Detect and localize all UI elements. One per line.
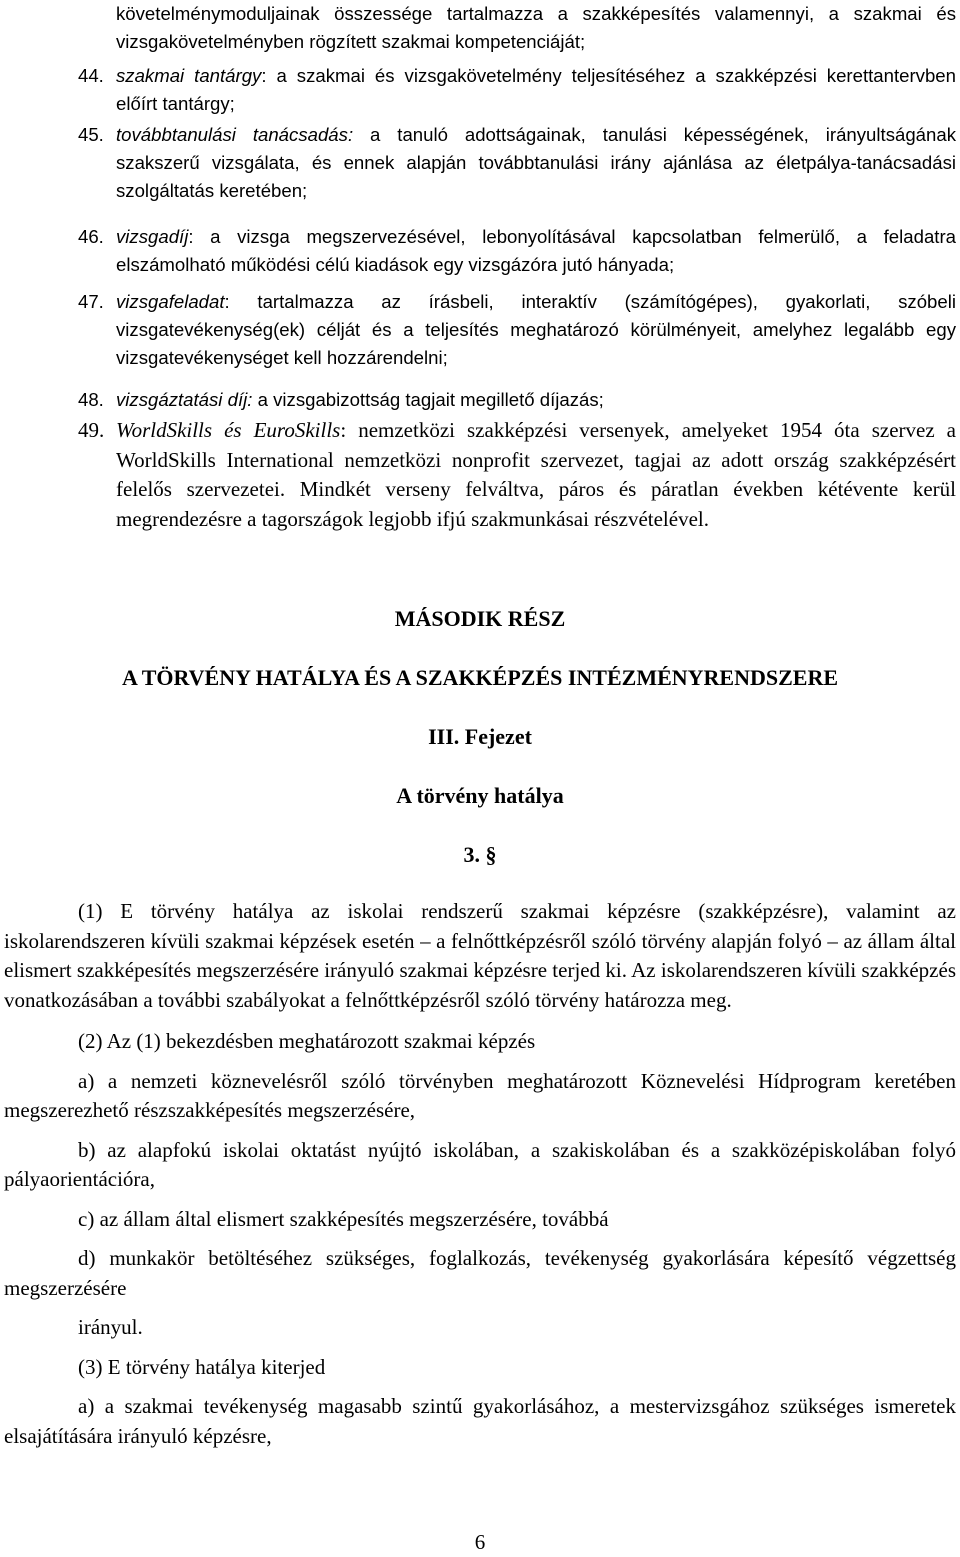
definition-text: a tanuló adottságainak, tanulási képességének, irányultságának szakszerű vizsgálata, és ennek alapján továbbtanulási irány ajánlása az életpálya-tanácsadási szolgáltatás keretében; bbox=[116, 124, 956, 201]
section-body bbox=[0, 897, 956, 1451]
paragraph-2c: c) az állam által elismert szakképesítés megszerzésére, továbbá bbox=[78, 1206, 609, 1231]
definition-text: a szakmai és vizsgakövetelmény teljesítéséhez a szakképzési kerettantervben előírt tantárgy; bbox=[116, 65, 956, 114]
section-number: 3. § bbox=[463, 842, 497, 867]
definition-number: 46. bbox=[78, 226, 104, 247]
definition-text: nemzetközi szakképzési versenyek, amelyeket 1954 óta szervez a WorldSkills International nemzetközi nonprofit szervezet, tagjai az adott ország szakképzésért felelős szervezetei. Mindkét verseny felváltva, páros és páratlan években kétévente kerül megrendezésre a tagországok legjobb ifjú szakmunkásai részvételével. bbox=[116, 418, 956, 531]
paragraph-3a: a) a szakmai tevékenység magasabb szintű gyakorlásához, a mestervizsgához szükséges ismeretek elsajátítására irányuló képzésre, bbox=[4, 1394, 956, 1448]
definition-item bbox=[0, 223, 960, 279]
definition-item bbox=[0, 416, 960, 534]
definition-number: 44. bbox=[78, 65, 104, 86]
definition-separator: : bbox=[261, 65, 267, 86]
part-heading: MÁSODIK RÉSZ bbox=[394, 606, 566, 631]
definition-term: vizsgafeladat bbox=[116, 291, 225, 312]
definition-item bbox=[0, 121, 960, 205]
chapter-title: A törvény hatálya bbox=[396, 783, 564, 808]
paragraph-2a: a) a nemzeti köznevelésről szóló törvényben meghatározott Köznevelési Hídprogram keretében megszerezhető részszakképesítés megszerzésére, bbox=[4, 1068, 956, 1122]
paragraph-3: (3) E törvény hatálya kiterjed bbox=[78, 1354, 326, 1379]
paragraph-2b: b) az alapfokú iskolai oktatást nyújtó iskolában, a szakiskolában és a szakközépiskolában folyó pályaorientációra, bbox=[4, 1137, 956, 1191]
definition-number: 47. bbox=[78, 291, 104, 312]
definition-text: követelménymoduljainak összessége tartalmazza a szakképesítés valamennyi, a szakmai és vizsgakövetelményben rögzített szakmai kompetenciáját; bbox=[116, 3, 956, 52]
definition-text: a vizsga megszervezésével, lebonyolításával kapcsolatban felmerülő, a feladatra elszámolható működési célú kiadások egy vizsgázóra jutó hányada; bbox=[116, 226, 956, 275]
definition-term: vizsgáztatási díj: bbox=[116, 389, 253, 410]
definition-number: 49. bbox=[78, 418, 105, 442]
definition-text: a vizsgabizottság tagjait megillető díjazás; bbox=[252, 389, 604, 410]
definition-term: vizsgadíj bbox=[116, 226, 189, 247]
definition-item bbox=[0, 386, 960, 414]
definition-term: WorldSkills és EuroSkills bbox=[116, 418, 341, 442]
part-title: A TÖRVÉNY HATÁLYA ÉS A SZAKKÉPZÉS INTÉZMÉNYRENDSZERE bbox=[121, 665, 839, 690]
definition-separator: : bbox=[188, 226, 194, 247]
definition-number: 48. bbox=[78, 389, 104, 410]
definition-separator: : bbox=[224, 291, 230, 312]
definition-number: 45. bbox=[78, 124, 104, 145]
definition-term: továbbtanulási tanácsadás: bbox=[116, 124, 354, 145]
page-number: 6 bbox=[474, 1530, 486, 1554]
paragraph-2e: irányul. bbox=[78, 1315, 143, 1339]
definition-term: szakmai tantárgy bbox=[116, 65, 262, 86]
definition-text: tartalmazza az írásbeli, interaktív (számítógépes), gyakorlati, szóbeli vizsgatevékenység(ek) célját és a teljesítés meghatározó körülményeit, amelyhez legalább egy vizsgatevékenységet kell hozzárendelni; bbox=[116, 291, 956, 368]
paragraph-2: (2) Az (1) bekezdésben meghatározott szakmai képzés bbox=[78, 1029, 536, 1053]
definition-item bbox=[0, 0, 960, 56]
paragraph-2d: d) munkakör betöltéséhez szükséges, foglalkozás, tevékenység gyakorlására képesítő végzettség megszerzésére bbox=[4, 1246, 956, 1300]
definition-separator: : bbox=[340, 418, 347, 442]
paragraph-1: (1) E törvény hatálya az iskolai rendszerű szakmai képzésre (szakképzésre), valamint az iskolarendszeren kívüli szakmai képzések esetén – a felnőttképzésről szóló törvény alapján folyó – az állam által elismert szakképesítés megszerzésére irányuló szakmai képzésre terjed ki. Az iskolarendszeren kívüli szakképzés vonatkozásában a további szabályokat a felnőttképzésről szóló törvény határozza meg. bbox=[4, 899, 956, 1012]
chapter-heading: III. Fejezet bbox=[428, 724, 532, 749]
definition-item bbox=[0, 288, 960, 372]
definition-item bbox=[0, 62, 960, 118]
